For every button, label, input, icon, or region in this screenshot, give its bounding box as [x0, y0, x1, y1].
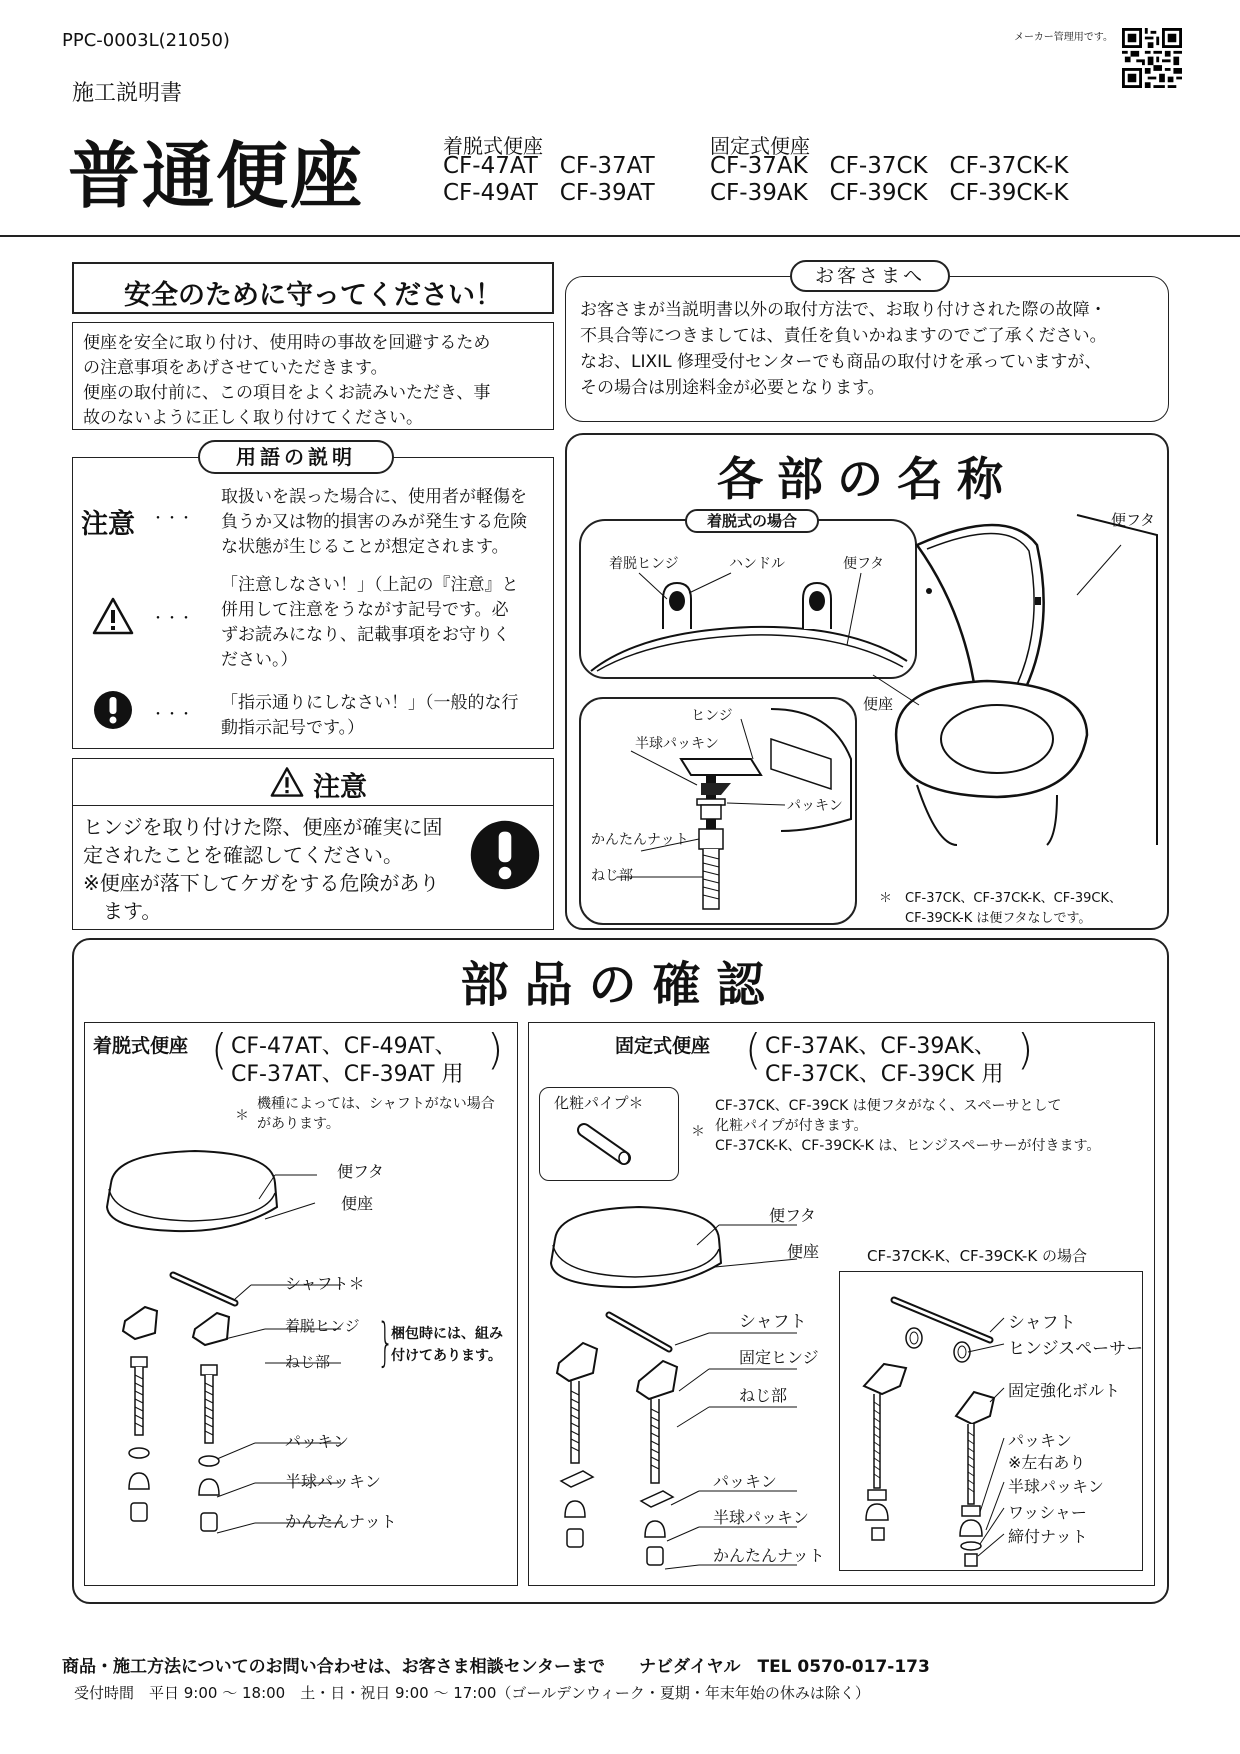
caution-desc-line: な状態が生じることが想定されます。	[221, 537, 509, 557]
qr-code-icon	[1122, 28, 1182, 88]
caution-line: ます。	[83, 899, 162, 923]
group-fixed-heading: 固定式便座	[710, 134, 810, 158]
detachable-models-line: CF-37AT、CF-39AT 用	[231, 1062, 464, 1087]
fixed-heading: 固定式便座	[615, 1035, 711, 1057]
asterisk: ＊	[691, 1124, 705, 1140]
caution-line: ※便座が落下してケガをする危険があり	[83, 871, 440, 895]
detach-label: 着脱式の場合	[685, 509, 819, 533]
leader-lines	[85, 1023, 519, 1587]
label-hemi-packing: 半球パッキン	[635, 736, 719, 752]
paren-close: )	[487, 1025, 504, 1074]
label-easy-nut: かんたんナット	[713, 1546, 825, 1565]
customer-line: 不具合等につきましては、責任を負いかねますのでご了承ください。	[580, 326, 1107, 346]
parts-check-box	[72, 938, 1169, 1604]
sub-title: CF-37CK-K、CF-39CK-K の場合	[867, 1247, 1087, 1265]
label-detach-hinge: 着脱ヒンジ	[609, 556, 679, 572]
detachable-models-line: CF-47AT、CF-49AT、	[231, 1034, 457, 1059]
customer-line: その場合は別途料金が必要となります。	[580, 378, 885, 398]
parts-names-note-line: CF-39CK-K は便フタなしです。	[905, 911, 1092, 926]
caution-box	[72, 758, 554, 930]
label-screw: ねじ部	[285, 1353, 331, 1371]
warning-triangle-icon	[269, 766, 305, 798]
label-hemi-packing: 半球パッキン	[1008, 1477, 1104, 1496]
header-rule	[0, 235, 1240, 237]
safety-intro-line: 便座を安全に取り付け、使用時の事故を回避するため	[83, 333, 491, 353]
label-hemi-packing: 半球パッキン	[285, 1472, 381, 1491]
label-shaft: シャフト	[1008, 1313, 1076, 1333]
customer-box	[565, 276, 1169, 422]
detachable-panel	[84, 1022, 518, 1586]
packed-note-line: 梱包時には、組み	[391, 1326, 503, 1342]
label-packing: パッキン	[1008, 1431, 1072, 1450]
safety-intro-line: 故のないように正しく取り付けてください。	[83, 408, 423, 428]
pipe-label: 化粧パイプ＊	[554, 1094, 644, 1112]
label-easy-nut: かんたんナット	[285, 1512, 397, 1531]
caution-desc-line: 負うか又は物的損害のみが発生する危険	[221, 512, 527, 532]
label-washer: ワッシャー	[1008, 1503, 1087, 1522]
label-easy-nut: かんたんナット	[591, 832, 689, 848]
paren-open: (	[745, 1025, 762, 1074]
doc-code: PPC-0003L(21050)	[62, 30, 230, 51]
label-screw: ねじ部	[591, 868, 633, 884]
triangle-desc-line: 併用して注意をうながす記号です。必	[221, 600, 509, 620]
label-hemi-packing: 半球パッキン	[713, 1508, 809, 1527]
detachable-note-line: があります。	[257, 1116, 340, 1132]
hinge-detail-inset	[579, 697, 857, 925]
label-packing: パッキン	[285, 1432, 349, 1451]
safety-title: 安全のために守ってください！	[124, 280, 502, 311]
parts-names-title: 各部の名称	[717, 452, 1017, 506]
triangle-desc-line: ださい。）	[221, 650, 298, 670]
triangle-desc-line: 「注意しなさい！」（上記の『注意』と	[221, 575, 519, 595]
caution-line: ヒンジを取り付けた際、便座が確実に固	[83, 815, 443, 839]
label-lid: 便フタ	[769, 1206, 816, 1225]
triangle-desc-line: ずお読みになり、記載事項をお守りく	[221, 625, 510, 645]
label-lid: 便フタ	[1111, 511, 1155, 529]
doc-subtitle: 施工説明書	[72, 81, 183, 106]
footer-hours: 受付時間 平日 9:00 ～ 18:00 土・日・祝日 9:00 ～ 17:00（ゴールデンウィーク・夏期・年末年始の休みは除く）	[74, 1684, 870, 1702]
group-fixed-line2: CF-39AK CF-39CK CF-39CK-K	[710, 180, 1069, 206]
dots: ・・・	[151, 707, 193, 723]
mandatory-action-icon	[469, 819, 541, 891]
customer-title: お客さまへ	[790, 260, 950, 292]
sub-panel	[839, 1271, 1143, 1571]
label-shaft: シャフト	[739, 1312, 807, 1332]
parts-names-note-line: ＊ CF-37CK、CF-37CK-K、CF-39CK、	[879, 891, 1123, 906]
fixed-models-line: CF-37CK、CF-39CK 用	[765, 1062, 1004, 1087]
caution-word: 注意	[81, 509, 135, 540]
label-lid: 便フタ	[337, 1162, 384, 1181]
group-detachable-line2: CF-49AT CF-39AT	[443, 180, 655, 206]
caution-header	[73, 759, 553, 806]
label-lid-small: 便フタ	[843, 556, 885, 572]
label-handle: ハンドル	[729, 556, 785, 572]
fixed-note-line: 化粧パイプが付きます。	[715, 1118, 868, 1134]
circle-desc-line: 「指示通りにしなさい！」（一般的な行	[221, 693, 519, 713]
label-packing: パッキン	[787, 798, 843, 814]
terms-title: 用語の説明	[198, 440, 394, 474]
detachable-note-line: 機種によっては、シャフトがない場合	[257, 1096, 495, 1112]
label-shaft: シャフト＊	[285, 1274, 365, 1293]
paren-close: )	[1017, 1025, 1034, 1074]
parts-check-title: 部品の確認	[460, 957, 781, 1013]
customer-line: お客さまが当説明書以外の取付方法で、お取り付けされた際の故障・	[580, 300, 1107, 320]
maker-note: メーカー管理用です。	[1014, 32, 1113, 43]
footer-contact: 商品・施工方法についてのお問い合わせは、お客さま相談センターまで ナビダイヤル TEL 0570-017-173	[62, 1657, 930, 1677]
safety-intro-box	[72, 322, 554, 430]
circle-desc-line: 動指示記号です。）	[221, 718, 365, 738]
mandatory-action-icon	[93, 690, 133, 730]
dots: ・・・	[151, 611, 193, 627]
label-screw: ねじ部	[739, 1386, 788, 1405]
fixed-note-line: CF-37CK、CF-39CK は便フタがなく、スペーサとして	[715, 1098, 1062, 1114]
asterisk: ＊	[235, 1108, 249, 1124]
label-hinge: 着脱ヒンジ	[285, 1317, 360, 1335]
fixed-note-line: CF-37CK-K、CF-39CK-K は、ヒンジスペーサーが付きます。	[715, 1138, 1101, 1154]
safety-intro-line: 便座の取付前に、この項目をよくお読みいただき、事	[83, 383, 491, 403]
label-bolt: 固定強化ボルト	[1008, 1381, 1121, 1400]
terms-box	[72, 457, 554, 749]
safety-intro-line: の注意事項をあげさせていただきます。	[83, 358, 388, 378]
label-hinge-spacer: ヒンジスペーサー	[1008, 1339, 1144, 1359]
paren-open: (	[211, 1025, 228, 1074]
safety-title-box	[72, 262, 554, 314]
page-title: 普通便座	[68, 134, 365, 218]
label-seat: 便座	[341, 1194, 374, 1213]
toilet-illustration	[857, 505, 1157, 845]
group-detachable-heading: 着脱式便座	[443, 134, 543, 158]
caution-title: 注意	[313, 772, 367, 803]
label-left-right: ※左右あり	[1008, 1453, 1086, 1472]
label-packing: パッキン	[713, 1472, 777, 1491]
caution-desc-line: 取扱いを誤った場合に、使用者が軽傷を	[221, 487, 527, 507]
detachable-heading: 着脱式便座	[93, 1035, 189, 1057]
group-fixed-line1: CF-37AK CF-37CK CF-37CK-K	[710, 153, 1069, 179]
customer-line: なお、LIXIL 修理受付センターでも商品の取付けを承っていますが、	[580, 352, 1102, 372]
group-detachable-line1: CF-47AT CF-37AT	[443, 153, 655, 179]
label-nut: 締付ナット	[1008, 1527, 1088, 1546]
warning-triangle-icon	[91, 596, 135, 636]
fixed-models-line: CF-37AK、CF-39AK、	[765, 1034, 996, 1059]
leader-lines	[840, 1272, 1144, 1572]
parts-names-box	[565, 433, 1169, 930]
brace: }	[377, 1313, 394, 1373]
label-hinge: ヒンジ	[691, 708, 733, 724]
dots: ・・・	[151, 511, 193, 527]
label-seat: 便座	[787, 1242, 820, 1261]
label-seat: 便座	[863, 695, 894, 713]
caution-line: 定されたことを確認してください。	[83, 843, 403, 867]
packed-note-line: 付けてあります。	[391, 1348, 502, 1364]
fixed-panel	[528, 1022, 1155, 1586]
label-hinge: 固定ヒンジ	[739, 1348, 819, 1367]
